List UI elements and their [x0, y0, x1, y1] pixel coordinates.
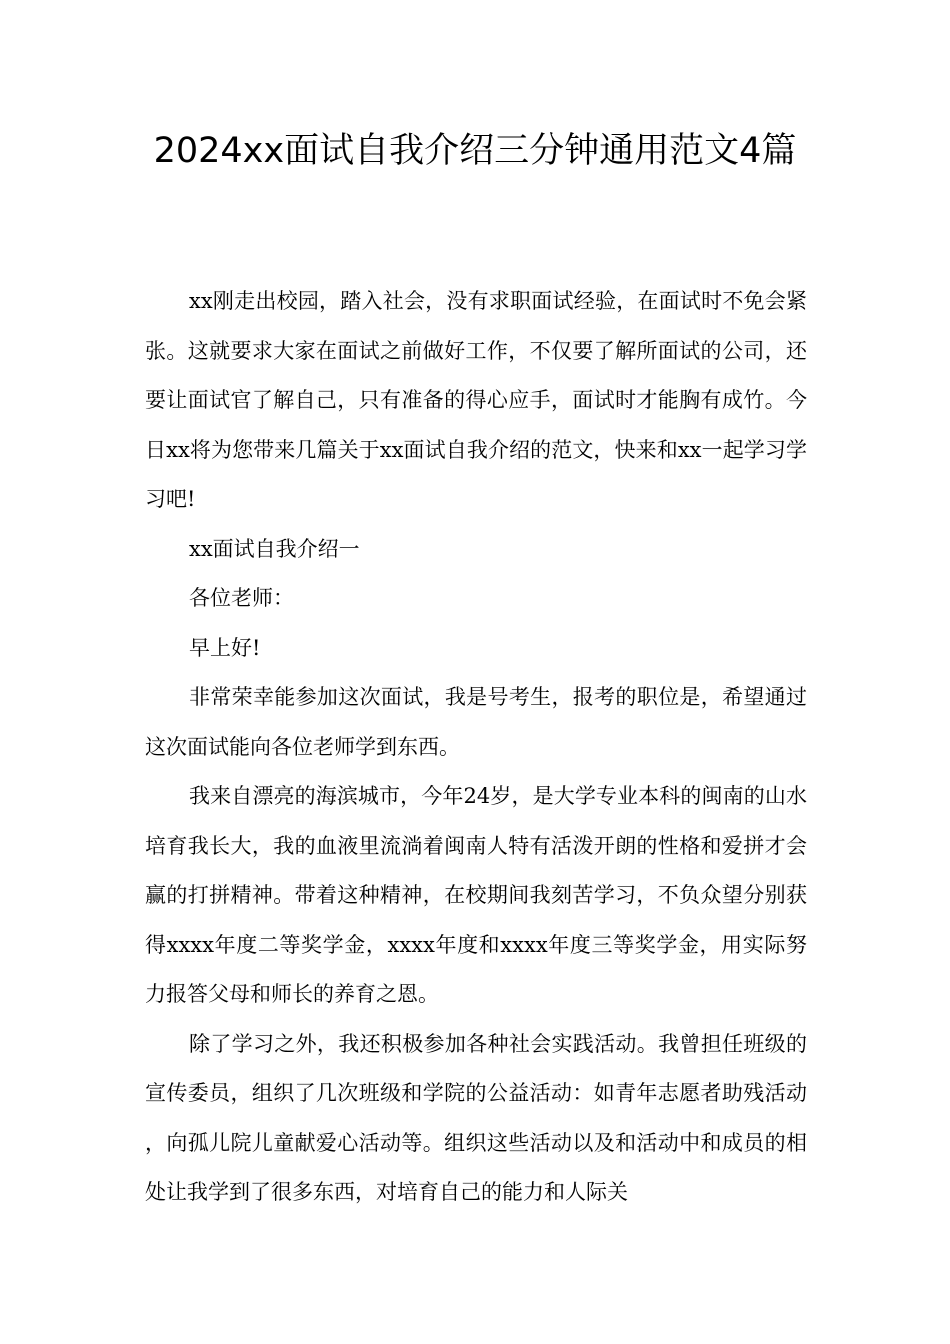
body-paragraph: 我来自漂亮的海滨城市，今年24岁，是大学专业本科的闽南的山水培育我长大，我的血液里流淌着闽南人特有活泼开朗的性格和爱拼才会赢的打拼精神。带着这种精神，在校期间我刻苦学习，不负众望分别获得xxxx年度二等奖学金，xxxx年度和xxxx年度三等奖学金，用实际努力报答父母和师长的养育之恩。 [145, 784, 807, 1006]
document-body [145, 277, 807, 1218]
intro-paragraph: xx刚走出校园，踏入社会，没有求职面试经验，在面试时不免会紧张。这就要求大家在面试之前做好工作，不仅要了解所面试的公司，还要让面试官了解自己，只有准备的得心应手，面试时才能胸有成竹。今日xx将为您带来几篇关于xx面试自我介绍的范文，快来和xx一起学习学习吧! [145, 289, 807, 511]
salutation: 各位老师： [189, 586, 294, 610]
body-paragraph: 非常荣幸能参加这次面试，我是号考生，报考的职位是，希望通过这次面试能向各位老师学到东西。 [145, 685, 807, 759]
document-title: 2024xx面试自我介绍三分钟通用范文4篇 [153, 131, 797, 171]
body-paragraph: 除了学习之外，我还积极参加各种社会实践活动。我曾担任班级的宣传委员，组织了几次班级和学院的公益活动：如青年志愿者助残活动，向孤儿院儿童献爱心活动等。组织这些活动以及和活动中和成员的相处让我学到了很多东西，对培育自己的能力和人际关 [145, 1031, 807, 1204]
section-heading: xx面试自我介绍一 [189, 536, 360, 561]
greeting: 早上好! [189, 635, 261, 660]
